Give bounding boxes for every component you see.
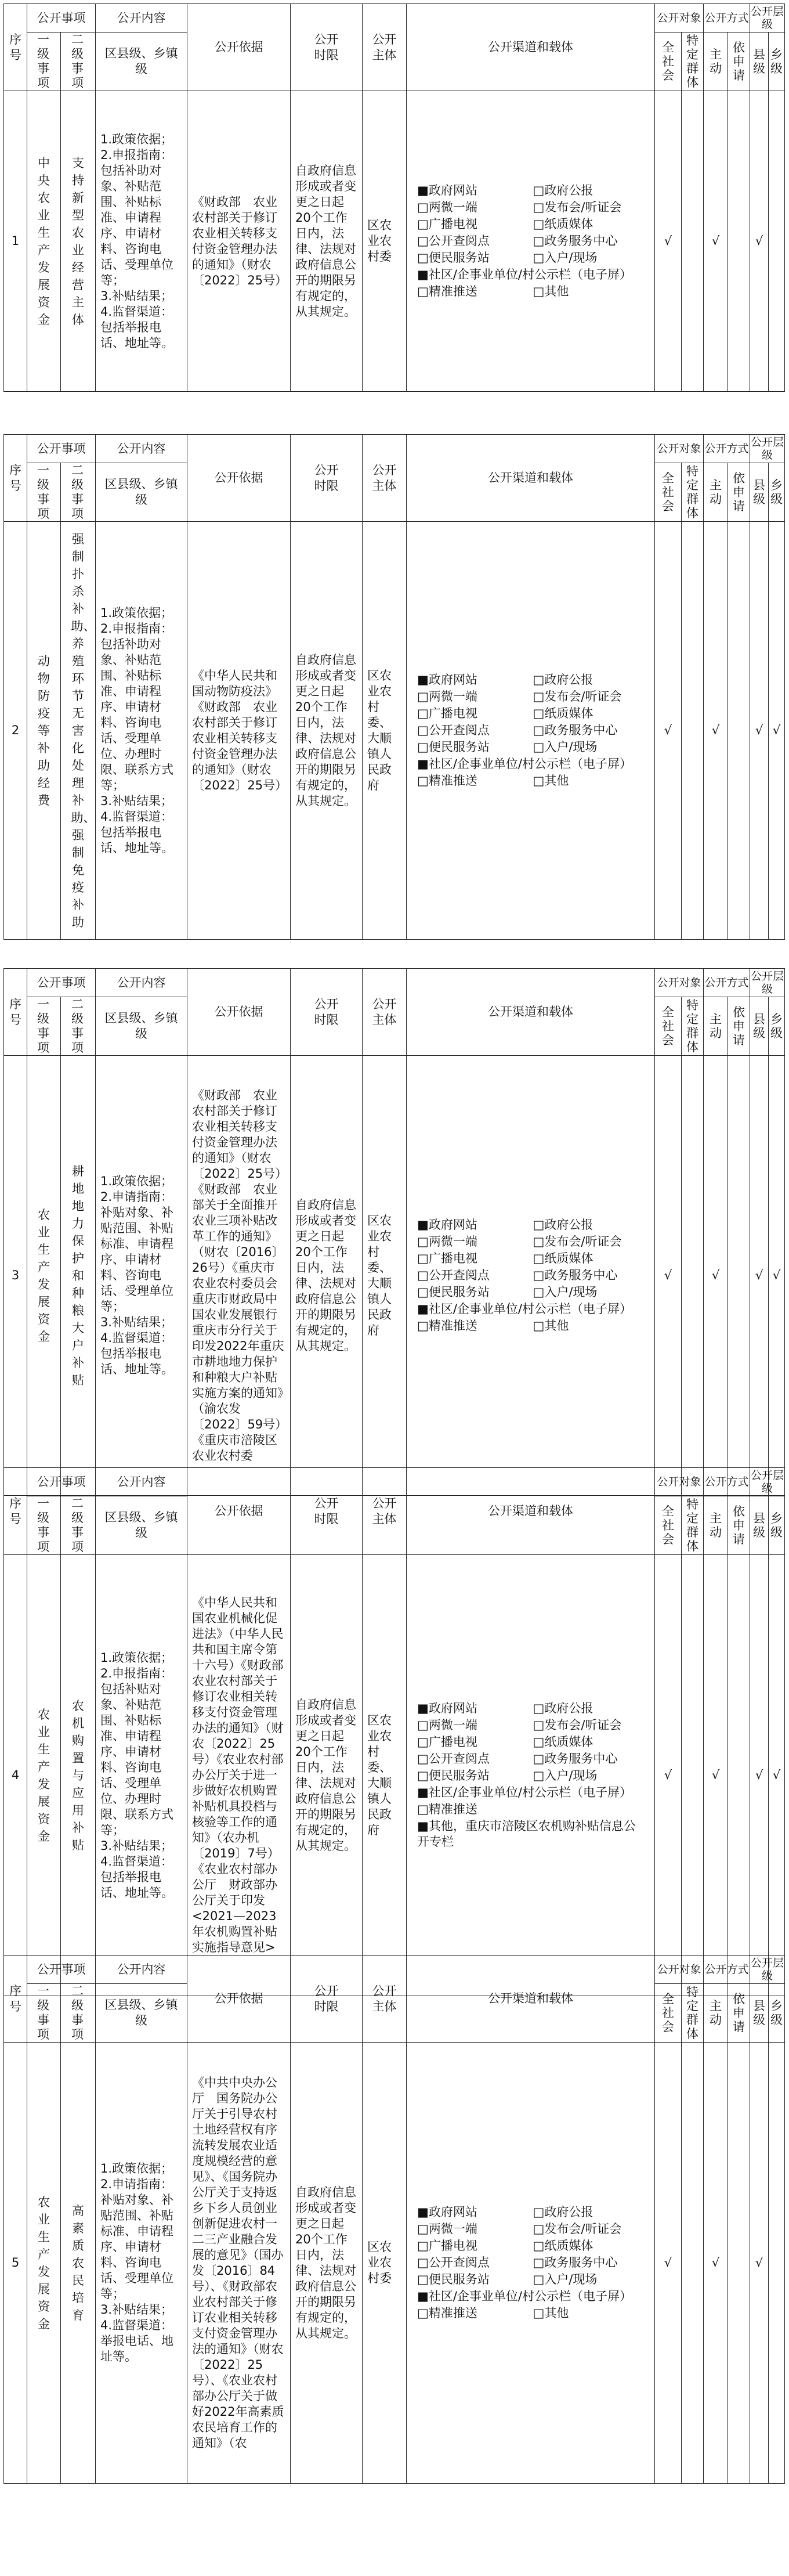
header-item1: 一级事项 [27, 1496, 61, 1555]
header-item-group: 公开事项 [27, 1956, 96, 1984]
channel-gov-gazette: □政府公报 [533, 1701, 593, 1715]
header-method-apply: 依申请 [728, 997, 750, 1056]
header-target-specific: 特定群体 [682, 997, 704, 1056]
table-block-1 [3, 3, 784, 392]
row-channel [407, 1056, 655, 1496]
header-method-active: 主动 [704, 1984, 728, 2043]
channel-gov-site: ■政府网站 [417, 1218, 477, 1232]
channel-door: □入户/现场 [533, 740, 598, 754]
channel-gov-gazette: □政府公报 [533, 2205, 593, 2219]
channel-other: □其他 [533, 2306, 569, 2320]
header-basis: 公开依据 [187, 435, 291, 522]
channel-other: □其他 [533, 1319, 569, 1333]
row-time-limit: 自政府信息形成或者变更之日起20个工作日内，法律、法规对政府信息公开的期限另有规定的，从其规定。 [291, 2043, 363, 2484]
row-level-county: √ [750, 2043, 769, 2484]
channel-door: □入户/现场 [533, 251, 598, 265]
channel-broadcast: □广播电视 [417, 1251, 477, 1265]
row-target-all: √ [655, 522, 682, 940]
header-content-group: 公开内容 [96, 1468, 187, 1496]
row-method-apply [728, 522, 750, 940]
header-method-active: 主动 [704, 463, 728, 522]
channel-other: ■其他，重庆市涪陵区农机购补贴信息公开专栏 [417, 1819, 636, 1849]
header-target-group: 公开对象 [655, 1468, 704, 1496]
header-content-group: 公开内容 [96, 435, 187, 463]
disclosure-table [3, 968, 785, 1496]
header-method-group: 公开方式 [704, 4, 750, 33]
channel-gov-site: ■政府网站 [417, 673, 477, 687]
header-content-group: 公开内容 [96, 969, 187, 997]
channel-convenience: □便民服务站 [417, 251, 490, 265]
row-level-county: √ [750, 522, 769, 940]
header-basis: 公开依据 [187, 969, 291, 1056]
header-level-county: 县级 [750, 463, 769, 522]
header-basis: 公开依据 [187, 4, 291, 91]
channel-reading-point: □公开查阅点 [417, 1268, 490, 1282]
header-target-group: 公开对象 [655, 1956, 704, 1984]
header-item2: 二级事项 [61, 997, 96, 1056]
row-time-limit: 自政府信息形成或者变更之日起20个工作日内，法律、法规对政府信息公开的期限另有规定的，从其规定。 [291, 1056, 363, 1496]
channel-gov-gazette: □政府公报 [533, 1218, 593, 1232]
channel-other: □其他 [533, 774, 569, 788]
disclosure-table [3, 434, 785, 940]
row-item1: 农业生产发展资金 [27, 1555, 61, 1996]
header-subject: 公开主体 [363, 969, 407, 1056]
header-method-apply: 依申请 [728, 33, 750, 91]
row-method-active: √ [704, 2043, 728, 2484]
channel-other: □其他 [533, 284, 569, 298]
row-item2: 耕地地力保护和种粮大户补贴 [61, 1056, 96, 1496]
row-method-apply [728, 91, 750, 392]
channel-community: ■社区/企事业单位/村公示栏（电子屏） [417, 2289, 632, 2303]
header-level-town: 乡级 [769, 997, 785, 1056]
row-item2: 高素质农民培育 [61, 2043, 96, 2484]
channel-broadcast: □广播电视 [417, 706, 477, 720]
header-target-all: 全社会 [655, 1984, 682, 2043]
channel-press: □发布会/听证会 [533, 2222, 622, 2236]
row-item1: 农业生产发展资金 [27, 1056, 61, 1496]
channel-paper: □纸质媒体 [533, 1735, 593, 1749]
channel-convenience: □便民服务站 [417, 1769, 490, 1783]
header-subject: 公开主体 [363, 1468, 407, 1555]
header-method-group: 公开方式 [704, 435, 750, 463]
header-target-specific: 特定群体 [682, 33, 704, 91]
row-method-apply [728, 1555, 750, 1996]
header-method-group: 公开方式 [704, 969, 750, 997]
header-time-limit: 公开时限 [291, 4, 363, 91]
row-subject: 区农业农村委、大顺镇人民政府 [363, 1056, 407, 1496]
header-item-group: 公开事项 [27, 1468, 96, 1496]
row-seq: 1 [4, 91, 27, 392]
table-row [4, 2043, 785, 2484]
row-method-active: √ [704, 91, 728, 392]
header-level-group: 公开层级 [750, 435, 785, 463]
row-level-town [769, 91, 785, 392]
header-time-limit: 公开时限 [291, 1468, 363, 1555]
header-target-specific: 特定群体 [682, 463, 704, 522]
header-item2: 二级事项 [61, 463, 96, 522]
header-target-all: 全社会 [655, 33, 682, 91]
header-method-apply: 依申请 [728, 1496, 750, 1555]
header-target-all: 全社会 [655, 1496, 682, 1555]
channel-broadcast: □广播电视 [417, 217, 477, 231]
header-content-group: 公开内容 [96, 1956, 187, 1984]
header-item1: 一级事项 [27, 463, 61, 522]
row-item2: 支持新型农业经营主体 [61, 91, 96, 392]
channel-convenience: □便民服务站 [417, 2272, 490, 2286]
header-basis: 公开依据 [187, 1956, 291, 2043]
row-seq: 4 [4, 1555, 27, 1996]
header-level-group: 公开层级 [750, 1956, 785, 1984]
row-target-all: √ [655, 91, 682, 392]
channel-reading-point: □公开查阅点 [417, 2256, 490, 2270]
header-content-sub: 区县级、乡镇级 [96, 1496, 187, 1555]
row-time-limit: 自政府信息形成或者变更之日起20个工作日内，法律、法规对政府信息公开的期限另有规定的，从其规定。 [291, 522, 363, 940]
row-seq: 5 [4, 2043, 27, 2484]
row-target-all: √ [655, 1056, 682, 1496]
channel-two-micro: □两微一端 [417, 690, 477, 703]
header-channel: 公开渠道和载体 [407, 1956, 655, 2043]
row-basis: 《中华人民共和国动物防疫法》《财政部 农业农村部关于修订农业相关转移支付资金管理办法的通知》（财农〔2022〕25号） [187, 522, 291, 940]
channel-service-center: □政务服务中心 [533, 2256, 618, 2270]
channel-press: □发布会/听证会 [533, 1718, 622, 1732]
row-target-specific [682, 2043, 704, 2484]
channel-community: ■社区/企事业单位/村公示栏（电子屏） [417, 268, 632, 282]
row-level-town: √ [769, 522, 785, 940]
channel-reading-point: □公开查阅点 [417, 723, 490, 737]
disclosure-table [3, 1467, 785, 1996]
channel-two-micro: □两微一端 [417, 1718, 477, 1732]
row-time-limit: 自政府信息形成或者变更之日起20个工作日内，法律、法规对政府信息公开的期限另有规定的，从其规定。 [291, 1555, 363, 1996]
row-method-active: √ [704, 1056, 728, 1496]
header-method-group: 公开方式 [704, 1468, 750, 1496]
header-seq: 序号 [4, 969, 27, 1056]
row-target-all: √ [655, 2043, 682, 2484]
channel-door: □入户/现场 [533, 2272, 598, 2286]
row-target-all: √ [655, 1555, 682, 1996]
header-seq: 序号 [4, 435, 27, 522]
header-target-all: 全社会 [655, 463, 682, 522]
row-channel [407, 91, 655, 392]
header-item-group: 公开事项 [27, 435, 96, 463]
row-method-apply [728, 1056, 750, 1496]
channel-service-center: □政务服务中心 [533, 723, 618, 737]
channel-gov-site: ■政府网站 [417, 1701, 477, 1715]
table-block-3 [3, 968, 784, 1496]
row-target-specific [682, 1555, 704, 1996]
row-basis: 《中共中央办公厅 国务院办公厅关于引导农村土地经营权有序流转发展农业适度规模经营的意见》、《国务院办公厅关于支持返乡下乡人员创业创新促进农村一二三产业融合发展的意见》（国办发〔2016〕84号）、《财政部农业农村部关于修订农业相关转移支付资金管理办法的通知》（财农〔2022〕25号）、《农业农村部办公厅关于做好2022年高素质农民培育工作的通知》（农 [187, 2043, 291, 2484]
header-seq: 序号 [4, 4, 27, 91]
header-item-group: 公开事项 [27, 969, 96, 997]
channel-other-text: 重庆市涪陵区农机购补贴信息公开专栏 [417, 1819, 636, 1849]
row-target-specific [682, 522, 704, 940]
row-channel [407, 2043, 655, 2484]
table-block-2 [3, 434, 784, 940]
header-method-group: 公开方式 [704, 1956, 750, 1984]
channel-precise: □精准推送 [417, 284, 477, 298]
row-seq: 3 [4, 1056, 27, 1496]
header-level-county: 县级 [750, 33, 769, 91]
channel-paper: □纸质媒体 [533, 2239, 593, 2253]
channel-precise: □精准推送 [417, 1802, 477, 1816]
channel-press: □发布会/听证会 [533, 200, 622, 214]
header-channel: 公开渠道和载体 [407, 435, 655, 522]
row-level-town: √ [769, 1056, 785, 1496]
channel-service-center: □政务服务中心 [533, 1752, 618, 1766]
table-row [4, 1555, 785, 1996]
row-subject: 区农业农村委、大顺镇人民政府 [363, 1555, 407, 1996]
header-level-town: 乡级 [769, 1496, 785, 1555]
header-content-sub: 区县级、乡镇级 [96, 33, 187, 91]
header-target-specific: 特定群体 [682, 1496, 704, 1555]
header-time-limit: 公开时限 [291, 1956, 363, 2043]
header-level-county: 县级 [750, 997, 769, 1056]
row-content: 1.政策依据； 2.申请指南：补贴对象、补贴范围、补贴标准、申请程序、申请材料、咨询电话、受理单位等； 3.补贴结果； 4.监督渠道：包括举报电话、地址等。 [96, 1056, 187, 1496]
header-target-group: 公开对象 [655, 969, 704, 997]
header-basis: 公开依据 [187, 1468, 291, 1555]
channel-precise: □精准推送 [417, 1319, 477, 1333]
channel-precise: □精准推送 [417, 2306, 477, 2320]
header-level-group: 公开层级 [750, 969, 785, 997]
row-target-specific [682, 91, 704, 392]
row-time-limit: 自政府信息形成或者变更之日起20个工作日内，法律、法规对政府信息公开的期限另有规定的，从其规定。 [291, 91, 363, 392]
table-row [4, 522, 785, 940]
channel-two-micro: □两微一端 [417, 200, 477, 214]
header-item1: 一级事项 [27, 997, 61, 1056]
header-subject: 公开主体 [363, 4, 407, 91]
row-channel [407, 522, 655, 940]
channel-paper: □纸质媒体 [533, 1251, 593, 1265]
header-subject: 公开主体 [363, 1956, 407, 2043]
row-item2: 农机购置与应用补贴 [61, 1555, 96, 1996]
row-target-specific [682, 1056, 704, 1496]
row-subject: 区农业农村委 [363, 2043, 407, 2484]
header-seq: 序号 [4, 1956, 27, 2043]
row-level-town [769, 2043, 785, 2484]
header-item1: 一级事项 [27, 33, 61, 91]
header-time-limit: 公开时限 [291, 969, 363, 1056]
channel-gov-gazette: □政府公报 [533, 183, 593, 197]
channel-door: □入户/现场 [533, 1285, 598, 1299]
table-block-5 [3, 1955, 784, 2484]
row-level-county: √ [750, 1555, 769, 1996]
header-seq: 序号 [4, 1468, 27, 1555]
row-level-county: √ [750, 91, 769, 392]
row-content: 1.政策依据； 2.申报指南：包括补贴对象、补贴范围、补贴标准、申请程序、申请材料、咨询电话、受理单位、办理时限、联系方式等； 3.补贴结果； 4.监督渠道：包括举报电话、地址等。 [96, 1555, 187, 1996]
disclosure-table [3, 1955, 785, 2484]
header-method-active: 主动 [704, 997, 728, 1056]
header-item2: 二级事项 [61, 1496, 96, 1555]
channel-reading-point: □公开查阅点 [417, 234, 490, 248]
disclosure-table [3, 3, 785, 392]
channel-reading-point: □公开查阅点 [417, 1752, 490, 1766]
row-content: 1.政策依据； 2.申报指南：包括补助对象、补贴范围、补贴标准、申请程序、申请材料、咨询电话、受理单位、办理时限、联系方式等； 3.补贴结果； 4.监督渠道：包括举报电话、地址等。 [96, 522, 187, 940]
channel-community: ■社区/企事业单位/村公示栏（电子屏） [417, 1785, 632, 1799]
table-row [4, 1056, 785, 1496]
row-item1: 中央农业生产发展资金 [27, 91, 61, 392]
header-target-group: 公开对象 [655, 4, 704, 33]
table-row [4, 91, 785, 392]
header-subject: 公开主体 [363, 435, 407, 522]
channel-service-center: □政务服务中心 [533, 1268, 618, 1282]
header-content-sub: 区县级、乡镇级 [96, 463, 187, 522]
header-target-specific: 特定群体 [682, 1984, 704, 2043]
header-level-group: 公开层级 [750, 4, 785, 33]
row-method-active: √ [704, 522, 728, 940]
header-item-group: 公开事项 [27, 4, 96, 33]
channel-convenience: □便民服务站 [417, 1285, 490, 1299]
header-channel: 公开渠道和载体 [407, 969, 655, 1056]
channel-paper: □纸质媒体 [533, 706, 593, 720]
row-method-active: √ [704, 1555, 728, 1996]
header-method-active: 主动 [704, 33, 728, 91]
row-seq: 2 [4, 522, 27, 940]
header-content-sub: 区县级、乡镇级 [96, 997, 187, 1056]
row-subject: 区农业农村委 [363, 91, 407, 392]
header-time-limit: 公开时限 [291, 435, 363, 522]
table-block-4 [3, 1467, 784, 1996]
channel-community: ■社区/企事业单位/村公示栏（电子屏） [417, 757, 632, 771]
channel-two-micro: □两微一端 [417, 1235, 477, 1249]
channel-gov-site: ■政府网站 [417, 2205, 477, 2219]
header-channel: 公开渠道和载体 [407, 1468, 655, 1555]
channel-broadcast: □广播电视 [417, 2239, 477, 2253]
channel-two-micro: □两微一端 [417, 2222, 477, 2236]
channel-community: ■社区/企事业单位/村公示栏（电子屏） [417, 1302, 632, 1316]
row-channel [407, 1555, 655, 1996]
header-item2: 二级事项 [61, 33, 96, 91]
header-level-county: 县级 [750, 1496, 769, 1555]
row-content: 1.政策依据； 2.申报指南：包括补助对象、补贴范围、补贴标准、申请程序、申请材料、咨询电话、受理单位等； 3.补贴结果； 4.监督渠道：包括举报电话、地址等。 [96, 91, 187, 392]
channel-press: □发布会/听证会 [533, 1235, 622, 1249]
header-content-sub: 区县级、乡镇级 [96, 1984, 187, 2043]
row-basis: 《财政部 农业农村部关于修订农业相关转移支付资金管理办法的通知》（财农〔2022〕25号）《财政部 农业部关于全面推开农业三项补贴改革工作的通知》（财农〔2016〕26号）《重庆市农业农村委员会重庆市财政局中国农业发展银行重庆市分行关于印发2022年重庆市耕地地力保护和种粮大户补贴实施方案的通知》（渝农发〔2022〕59号）《重庆市涪陵区农业农村委 [187, 1056, 291, 1496]
header-level-town: 乡级 [769, 463, 785, 522]
header-level-town: 乡级 [769, 1984, 785, 2043]
row-basis: 《财政部 农业农村部关于修订农业相关转移支付资金管理办法的通知》（财农〔2022〕25号） [187, 91, 291, 392]
channel-precise: □精准推送 [417, 774, 477, 788]
channel-press: □发布会/听证会 [533, 690, 622, 703]
channel-door: □入户/现场 [533, 1769, 598, 1783]
header-level-group: 公开层级 [750, 1468, 785, 1496]
row-item1: 动物防疫等补助经费 [27, 522, 61, 940]
header-method-active: 主动 [704, 1496, 728, 1555]
row-level-county: √ [750, 1056, 769, 1496]
header-item2: 二级事项 [61, 1984, 96, 2043]
row-subject: 区农业农村委、大顺镇人民政府 [363, 522, 407, 940]
row-item1: 农业生产发展资金 [27, 2043, 61, 2484]
header-method-apply: 依申请 [728, 463, 750, 522]
header-method-apply: 依申请 [728, 1984, 750, 2043]
header-channel: 公开渠道和载体 [407, 4, 655, 91]
row-basis: 《中华人民共和国农业机械化促进法》（中华人民共和国主席令第十六号）《财政部 农业农村部关于修订农业相关转移支付资金管理办法的通知》（财农〔2022〕25号）《农业农村部办公厅关于进一步做好农机购置补贴机具投档与核验等工作的通知》（农办机〔2019〕7号）《农业农村部办公厅 财政部办公厅关于印发<2021—2023年农机购置补贴实施指导意见> [187, 1555, 291, 1996]
header-item1: 一级事项 [27, 1984, 61, 2043]
header-content-group: 公开内容 [96, 4, 187, 33]
header-level-town: 乡级 [769, 33, 785, 91]
header-target-group: 公开对象 [655, 435, 704, 463]
channel-gov-gazette: □政府公报 [533, 673, 593, 687]
header-target-all: 全社会 [655, 997, 682, 1056]
channel-gov-site: ■政府网站 [417, 183, 477, 197]
row-method-apply [728, 2043, 750, 2484]
channel-service-center: □政务服务中心 [533, 234, 618, 248]
header-level-county: 县级 [750, 1984, 769, 2043]
row-item2: 强制扑杀补助、养殖环节无害化处理补助、强制免疫补助 [61, 522, 96, 940]
channel-broadcast: □广播电视 [417, 1735, 477, 1749]
channel-paper: □纸质媒体 [533, 217, 593, 231]
row-content: 1.政策依据； 2.申请指南：补贴对象、补贴范围、补贴标准、申请程序、申请材料、咨询电话、受理单位等； 3.补贴结果； 4.监督渠道：举报电话、地址等。 [96, 2043, 187, 2484]
row-level-town: √ [769, 1555, 785, 1996]
channel-convenience: □便民服务站 [417, 740, 490, 754]
